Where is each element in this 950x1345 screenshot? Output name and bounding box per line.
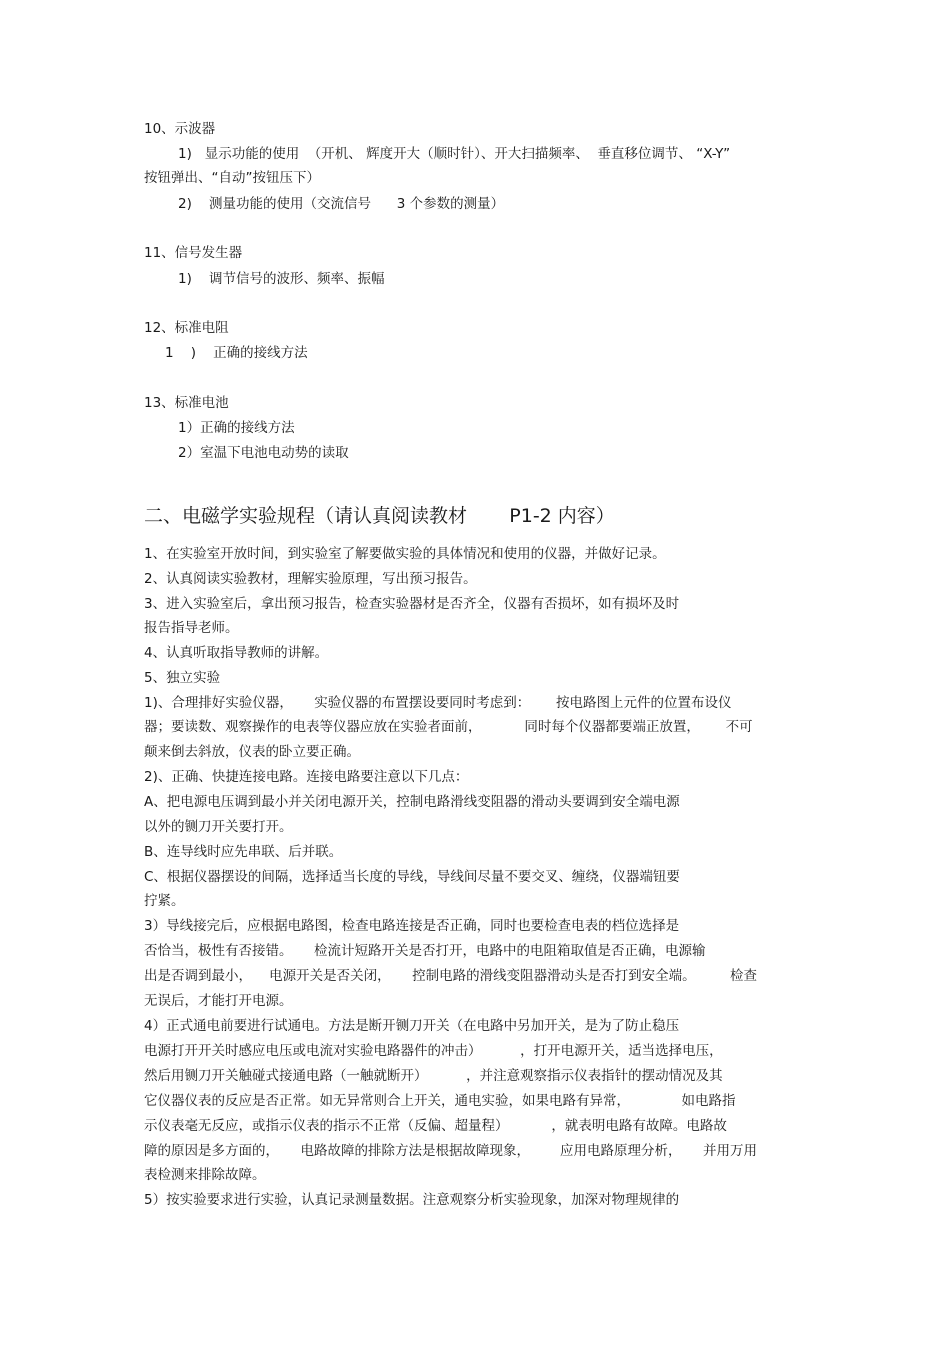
paragraph-line: 1、在实验室开放时间，到实验室了解要做实验的具体情况和使用的仪器，并做好记录。	[144, 546, 666, 562]
standard-cell-item-1: 1）正确的接线方法	[178, 420, 295, 436]
paragraph-line: 它仪器仪表的反应是否正常。如无异常则合上开关，通电实验，如果电路有异常， 如电路指	[144, 1093, 736, 1109]
heading-signal-generator: 11、信号发生器	[144, 245, 243, 261]
paragraph-line: 1)、合理排好实验仪器， 实验仪器的布置摆设要同时考虑到： 按电路图上元件的位置布设仪	[144, 695, 732, 711]
paragraph-line: 报告指导老师。	[144, 620, 239, 636]
paragraph-line: 2)、正确、快捷连接电路。连接电路要注意以下几点：	[144, 769, 469, 785]
paragraph-line: 5）按实验要求进行实验，认真记录测量数据。注意观察分析实验现象，加深对物理规律的	[144, 1192, 680, 1208]
heading-standard-resistor: 12、标准电阻	[144, 320, 229, 336]
paragraph-line: 5、独立实验	[144, 670, 221, 686]
paragraph-line: 3）导线接完后，应根据电路图，检查电路连接是否正确，同时也要检查电表的档位选择是	[144, 918, 680, 934]
oscilloscope-item-1-cont: 按钮弹出、“自动”按钮压下）	[144, 170, 320, 186]
paragraph-line: A、把电源电压调到最小并关闭电源开关，控制电路滑线变阻器的滑动头要调到安全端电源	[144, 794, 680, 810]
heading-oscilloscope: 10、示波器	[144, 121, 216, 137]
paragraph-line: 4）正式通电前要进行试通电。方法是断开铡刀开关（在电路中另加开关，是为了防止稳压	[144, 1018, 680, 1034]
paragraph-line: 电源打开开关时感应电压或电流对实验电路器件的冲击） ，打开电源开关，适当选择电压，	[144, 1043, 723, 1059]
paragraph-line: 否恰当，极性有否接错。 检流计短路开关是否打开，电路中的电阻箱取值是否正确，电源输	[144, 943, 706, 959]
paragraph-line: 然后用铡刀开关触碰式接通电路（一触就断开） ，并注意观察指示仪表指针的摆动情况及其	[144, 1068, 723, 1084]
heading-standard-cell: 13、标准电池	[144, 395, 229, 411]
paragraph-line: 以外的铡刀开关要打开。	[144, 819, 293, 835]
paragraph-line: 障的原因是多方面的， 电路故障的排除方法是根据故障现象， 应用电路原理分析， 并用万用	[144, 1143, 757, 1159]
paragraph-line: 拧紧。	[144, 893, 185, 909]
standard-resistor-item-1: 1 ) 正确的接线方法	[165, 345, 308, 361]
paragraph-line: 出是否调到最小， 电源开关是否关闭， 控制电路的滑线变阻器滑动头是否打到安全端。 检查	[144, 968, 757, 984]
paragraph-line: 4、认真听取指导教师的讲解。	[144, 645, 329, 661]
paragraph-line: 颠来倒去斜放，仪表的卧立要正确。	[144, 744, 360, 760]
paragraph-line: 2、认真阅读实验教材，理解实验原理，写出预习报告。	[144, 571, 477, 587]
paragraph-line: 3、进入实验室后，拿出预习报告，检查实验器材是否齐全，仪器有否损坏，如有损坏及时	[144, 596, 680, 612]
paragraph-line: 示仪表毫无反应，或指示仪表的指示不正常（反偏、超量程） ，就表明电路有故障。电路故	[144, 1118, 727, 1134]
paragraph-line: C、根据仪器摆设的间隔，选择适当长度的导线，导线间尽量不要交叉、缠绕，仪器端钮要	[144, 869, 680, 885]
paragraph-line: 器；要读数、观察操作的电表等仪器应放在实验者面前， 同时每个仪器都要端正放置， 不可	[144, 719, 753, 735]
section-title-part2: 二、电磁学实验规程（请认真阅读教材 P1-2 内容）	[144, 505, 615, 527]
signal-generator-item-1: 1) 调节信号的波形、频率、振幅	[178, 271, 385, 287]
paragraph-line: 表检测来排除故障。	[144, 1167, 266, 1183]
paragraph-line: 无误后，才能打开电源。	[144, 993, 293, 1009]
paragraph-line: B、连导线时应先串联、后并联。	[144, 844, 343, 860]
standard-cell-item-2: 2）室温下电池电动势的读取	[178, 445, 349, 461]
oscilloscope-item-1: 1) 显示功能的使用 （开机、 辉度开大（顺时针）、开大扫描频率、 垂直移位调节、 “X-Y”	[178, 146, 731, 162]
oscilloscope-item-2: 2) 测量功能的使用（交流信号 3 个参数的测量）	[178, 196, 505, 212]
